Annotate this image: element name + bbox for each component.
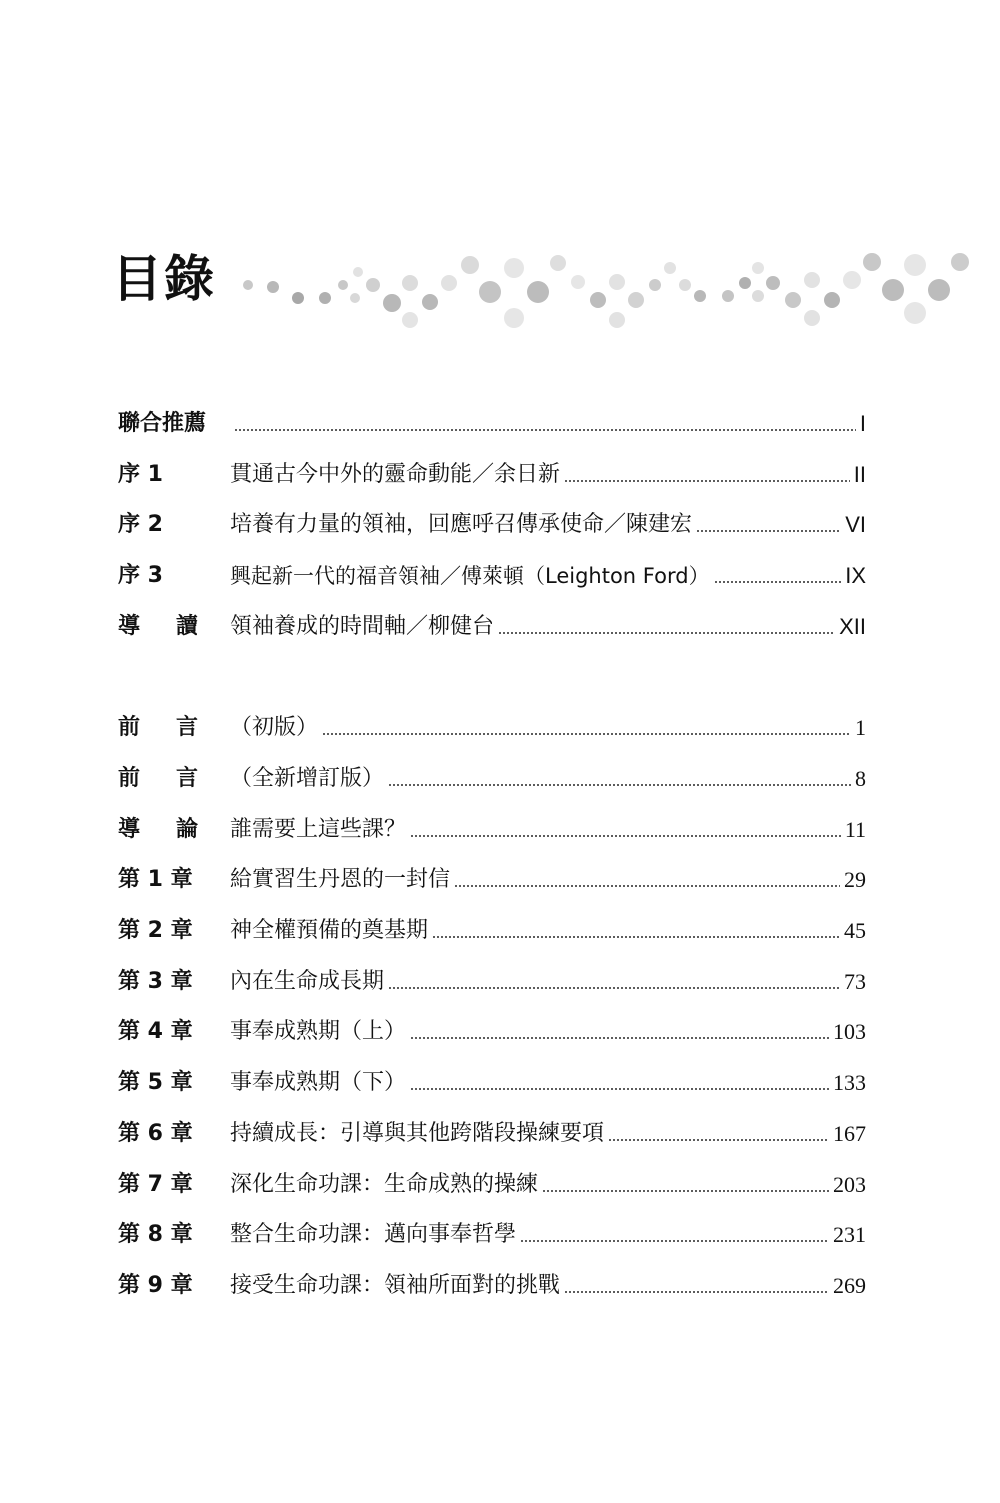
toc-entry-title: （初版）	[230, 715, 319, 740]
toc-row-preface-1[interactable]	[118, 458, 866, 492]
toc-label: 第 2 章	[118, 918, 193, 943]
toc-label	[118, 762, 198, 796]
toc-label	[118, 813, 198, 847]
toc-page-number: IX	[845, 563, 866, 588]
toc-row-foreword-first-edition[interactable]	[118, 711, 866, 745]
toc-page-number: 8	[855, 766, 866, 791]
toc-label-char: 論	[175, 817, 198, 842]
toc-label: 第 4 章	[118, 1019, 193, 1044]
dot-leader	[410, 835, 841, 837]
toc-label-char: 讀	[175, 614, 198, 639]
toc-row-chapter-8[interactable]	[118, 1218, 866, 1252]
toc-page-number: XII	[839, 614, 866, 639]
decorative-dots	[0, 0, 1000, 400]
toc-entry-title: 貫通古今中外的靈命動能／余日新	[230, 462, 561, 487]
toc-row-chapter-3[interactable]	[118, 965, 866, 999]
toc-label	[118, 711, 198, 745]
dot-leader	[234, 429, 856, 431]
toc-entry-title: 誰需要上這些課？	[230, 817, 407, 842]
toc-label: 第 3 章	[118, 969, 193, 994]
dot-leader	[410, 1088, 829, 1090]
dot-leader	[696, 530, 841, 532]
toc-row-guide-reading[interactable]	[118, 610, 866, 644]
toc-label-char: 言	[175, 715, 198, 740]
toc-page-number: I	[859, 411, 866, 436]
toc-page-number: 11	[844, 817, 866, 842]
toc-page-number: 133	[833, 1070, 866, 1095]
toc-label: 第 1 章	[118, 867, 193, 892]
toc-page-number: 73	[844, 969, 866, 994]
toc-row-preface-2[interactable]	[118, 508, 866, 542]
toc-row-introduction[interactable]	[118, 813, 866, 847]
toc-label: 序 3	[118, 563, 163, 588]
dot-leader	[432, 936, 840, 938]
dot-leader	[564, 1291, 829, 1293]
toc-label-char: 導	[118, 817, 141, 842]
toc-row-foreword-revised-edition[interactable]	[118, 762, 866, 796]
toc-entry-title: 興起新一代的福音領袖／傅萊頓（Leighton Ford）	[230, 564, 710, 588]
dot-leader	[520, 1240, 829, 1242]
dot-leader	[542, 1190, 829, 1192]
toc-page-number: 167	[833, 1121, 866, 1146]
dot-leader	[322, 733, 851, 735]
toc-entry-title: 整合生命功課：邁向事奉哲學	[230, 1222, 517, 1247]
toc-label: 聯合推薦	[118, 411, 207, 436]
toc-label: 第 5 章	[118, 1070, 193, 1095]
toc-row-chapter-1[interactable]	[118, 863, 866, 897]
toc-label: 序 1	[118, 462, 163, 487]
toc-page-number: 29	[844, 867, 866, 892]
dot-leader	[410, 1037, 829, 1039]
toc-entry-title: 內在生命成長期	[230, 969, 385, 994]
toc-page-number: VI	[845, 512, 866, 537]
toc-entry-title: 培養有力量的領袖，回應呼召傳承使命／陳建宏	[230, 512, 693, 537]
toc-label: 序 2	[118, 512, 163, 537]
toc-entry-title: 給實習生丹恩的一封信	[230, 867, 451, 892]
toc-label-char: 前	[118, 766, 141, 791]
toc-row-chapter-9[interactable]	[118, 1269, 866, 1303]
dot-leader	[564, 480, 850, 482]
toc-label: 第 9 章	[118, 1273, 193, 1298]
toc-label: 第 6 章	[118, 1121, 193, 1146]
dot-leader	[454, 885, 840, 887]
toc-label-char: 言	[175, 766, 198, 791]
page-title: 目錄	[112, 250, 216, 308]
toc-entry-title: 領袖養成的時間軸／柳健台	[230, 614, 495, 639]
toc-row-joint-recommendation[interactable]	[118, 407, 866, 441]
toc-label	[118, 610, 198, 644]
dot-leader	[714, 581, 842, 583]
toc-label: 第 8 章	[118, 1222, 193, 1247]
toc-row-chapter-6[interactable]	[118, 1117, 866, 1151]
toc-entry-title: （全新增訂版）	[230, 766, 385, 791]
toc-row-preface-3[interactable]	[118, 559, 866, 593]
toc-page-number: 269	[833, 1273, 866, 1298]
toc-label-char: 前	[118, 715, 141, 740]
toc-entry-title: 事奉成熟期（下）	[230, 1070, 407, 1095]
toc-entry-title: 接受生命功課：領袖所面對的挑戰	[230, 1273, 561, 1298]
toc-entry-title: 持續成長：引導與其他跨階段操練要項	[230, 1121, 605, 1146]
toc-row-chapter-2[interactable]	[118, 914, 866, 948]
toc-label: 第 7 章	[118, 1172, 193, 1197]
dot-pattern	[243, 253, 969, 328]
toc-page-number: 103	[833, 1019, 866, 1044]
toc-page-number: 203	[833, 1172, 866, 1197]
dot-leader	[498, 632, 835, 634]
toc-page-number: 231	[833, 1222, 866, 1247]
dot-leader	[388, 987, 840, 989]
toc-entry-title: 深化生命功課：生命成熟的操練	[230, 1172, 539, 1197]
toc-row-chapter-5[interactable]	[118, 1066, 866, 1100]
toc-row-chapter-7[interactable]	[118, 1168, 866, 1202]
toc-entry-title: 神全權預備的奠基期	[230, 918, 429, 943]
toc-row-chapter-4[interactable]	[118, 1015, 866, 1049]
toc-label-char: 導	[118, 614, 141, 639]
toc-page-number: II	[853, 462, 866, 487]
dot-leader	[608, 1139, 829, 1141]
dot-leader	[388, 784, 851, 786]
toc-entry-title: 事奉成熟期（上）	[230, 1019, 407, 1044]
toc-page-number: 45	[844, 918, 866, 943]
toc-page-number: 1	[855, 715, 866, 740]
